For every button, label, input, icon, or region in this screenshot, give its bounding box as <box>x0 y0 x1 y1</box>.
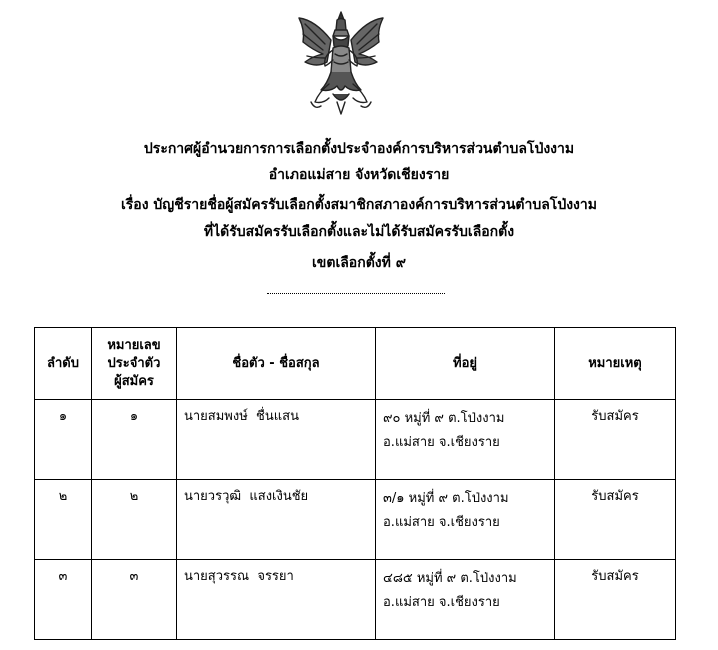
cell-address <box>376 400 555 480</box>
address-line2: อ.แม่สาย จ.เชียงราย <box>383 515 500 530</box>
col-header-candidate-number <box>92 328 177 400</box>
cell-order: ๑ <box>35 400 92 480</box>
candidate-name: นายสมพงษ์ ชื่นแสน <box>184 409 299 424</box>
announcement-title: ประกาศผู้อำนวยการการเลือกตั้งประจำองค์การบริหารส่วนตำบลโป่งงาม <box>143 141 575 157</box>
district-province-line: อำเภอแม่สาย จังหวัดเชียงราย <box>268 167 450 183</box>
table-row <box>35 480 676 560</box>
address-line1: ๔๘๕ หมู่ที่ ๙ ต.โป่งงาม <box>383 571 517 586</box>
address-line1: ๙๐ หมู่ที่ ๙ ต.โป่งงาม <box>383 411 505 426</box>
candidate-name: นายสุวรรณ จรรยา <box>184 569 294 584</box>
subject-line-continued: ที่ได้รับสมัครรับเลือกตั้งและไม่ได้รับสมัครรับเลือกตั้ง <box>203 224 515 240</box>
cell-remark: รับสมัคร <box>555 400 676 480</box>
candidate-table <box>34 327 676 640</box>
col-header-order: ลำดับ <box>35 328 92 400</box>
address-line2: อ.แม่สาย จ.เชียงราย <box>383 435 500 450</box>
col-header-remark: หมายเหตุ <box>555 328 676 400</box>
cell-name <box>177 400 376 480</box>
cell-remark: รับสมัคร <box>555 560 676 640</box>
cell-address <box>376 560 555 640</box>
subject-line: เรื่อง บัญชีรายชื่อผู้สมัครรับเลือกตั้งสมาชิกสภาองค์การบริหารส่วนตำบลโป่งงาม <box>121 197 597 213</box>
dotted-divider <box>267 293 445 294</box>
cell-name <box>177 480 376 560</box>
cell-candidate-number: ๑ <box>92 400 177 480</box>
address-line2: อ.แม่สาย จ.เชียงราย <box>383 595 500 610</box>
cell-address <box>376 480 555 560</box>
garuda-emblem-icon <box>293 10 389 116</box>
constituency-line: เขตเลือกตั้งที่ ๙ <box>312 255 406 271</box>
address-line1: ๓/๑ หมู่ที่ ๙ ต.โป่งงาม <box>383 491 509 506</box>
col-header-name: ชื่อตัว - ชื่อสกุล <box>177 328 376 400</box>
candidate-name: นายวรวุฒิ แสงเงินชัย <box>184 489 309 504</box>
cell-name <box>177 560 376 640</box>
col-header-number-line2: ประจำตัว <box>107 355 161 371</box>
col-header-number-line1: หมายเลข <box>107 337 161 353</box>
table-row <box>35 400 676 480</box>
table-header-row <box>35 328 676 400</box>
cell-candidate-number: ๓ <box>92 560 177 640</box>
cell-remark: รับสมัคร <box>555 480 676 560</box>
cell-candidate-number: ๒ <box>92 480 177 560</box>
cell-order: ๒ <box>35 480 92 560</box>
col-header-number-line3: ผู้สมัคร <box>114 373 154 389</box>
table-row <box>35 560 676 640</box>
col-header-address: ที่อยู่ <box>376 328 555 400</box>
cell-order: ๓ <box>35 560 92 640</box>
